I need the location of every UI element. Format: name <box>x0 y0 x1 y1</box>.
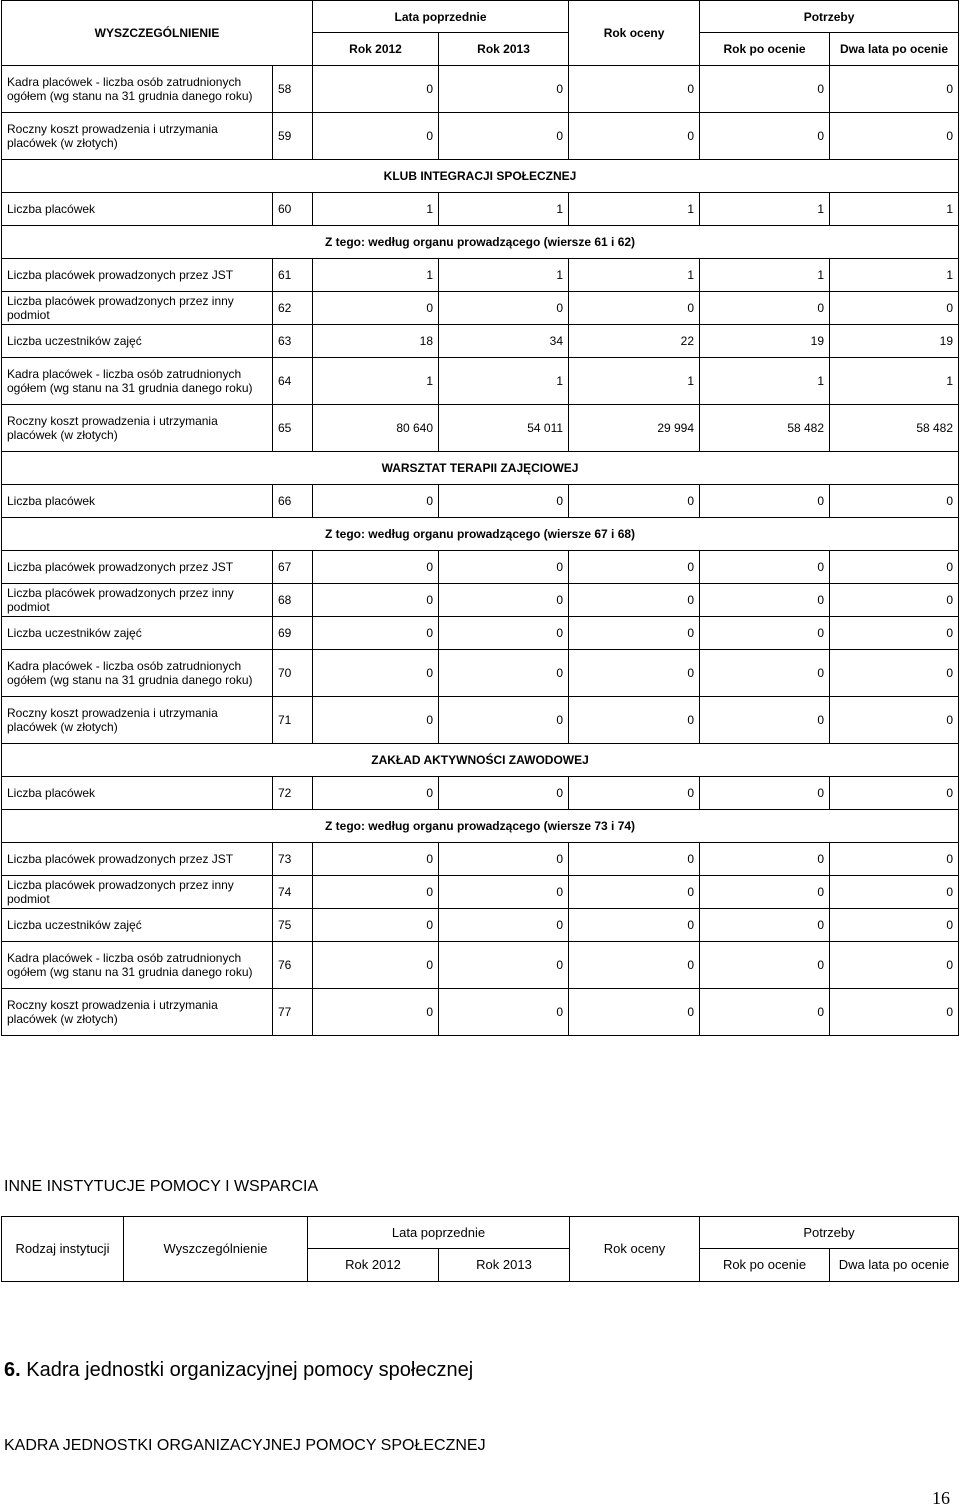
chapter-number: 6. <box>4 1359 21 1381</box>
value-year-after: 58 482 <box>700 405 830 452</box>
value-two-years-after: 0 <box>830 942 959 989</box>
value-2012: 0 <box>313 485 439 518</box>
value-2013: 0 <box>439 697 569 744</box>
table-row <box>2 843 959 876</box>
row-label: Roczny koszt prowadzenia i utrzymania placówek (w złotych) <box>2 989 273 1036</box>
value-two-years-after: 0 <box>830 909 959 942</box>
table-row <box>2 942 959 989</box>
value-2013: 1 <box>439 193 569 226</box>
section-title: Z tego: według organu prowadzącego (wiersze 73 i 74) <box>2 810 959 843</box>
section-title: WARSZTAT TERAPII ZAJĘCIOWEJ <box>2 452 959 485</box>
row-code: 58 <box>273 66 313 113</box>
value-2012: 80 640 <box>313 405 439 452</box>
value-two-years-after: 0 <box>830 989 959 1036</box>
table-row <box>2 909 959 942</box>
section-row <box>2 226 959 259</box>
main-table <box>1 0 959 1036</box>
value-two-years-after: 1 <box>830 358 959 405</box>
row-label: Roczny koszt prowadzenia i utrzymania placówek (w złotych) <box>2 405 273 452</box>
row-code: 70 <box>273 650 313 697</box>
value-evaluation-year: 1 <box>569 358 700 405</box>
header-description: Wyszczególnienie <box>124 1217 308 1282</box>
value-evaluation-year: 0 <box>569 989 700 1036</box>
row-label: Liczba placówek prowadzonych przez inny podmiot <box>2 292 273 325</box>
value-year-after: 0 <box>700 697 830 744</box>
row-code: 63 <box>273 325 313 358</box>
header-evaluation-year: Rok oceny <box>569 1 700 66</box>
row-label: Kadra placówek - liczba osób zatrudnionych ogółem (wg stanu na 31 grudnia danego roku) <box>2 358 273 405</box>
header-year-2013: Rok 2013 <box>439 33 569 66</box>
row-code: 68 <box>273 584 313 617</box>
value-year-after: 0 <box>700 617 830 650</box>
header-description: WYSZCZEGÓLNIENIE <box>2 1 313 66</box>
value-2012: 1 <box>313 358 439 405</box>
value-year-after: 0 <box>700 876 830 909</box>
section-title: Z tego: według organu prowadzącego (wiersze 61 i 62) <box>2 226 959 259</box>
table-row <box>2 777 959 810</box>
value-2012: 0 <box>313 617 439 650</box>
value-evaluation-year: 29 994 <box>569 405 700 452</box>
header-two-years-after: Dwa lata po ocenie <box>830 1249 959 1282</box>
value-2013: 0 <box>439 942 569 989</box>
value-evaluation-year: 0 <box>569 113 700 160</box>
value-evaluation-year: 1 <box>569 259 700 292</box>
row-code: 61 <box>273 259 313 292</box>
value-year-after: 0 <box>700 777 830 810</box>
value-2012: 0 <box>313 777 439 810</box>
value-two-years-after: 0 <box>830 485 959 518</box>
header-past-years: Lata poprzednie <box>308 1217 570 1249</box>
value-two-years-after: 58 482 <box>830 405 959 452</box>
header-needs: Potrzeby <box>700 1217 959 1249</box>
value-year-after: 1 <box>700 193 830 226</box>
section-title: KLUB INTEGRACJI SPOŁECZNEJ <box>2 160 959 193</box>
value-2012: 0 <box>313 989 439 1036</box>
value-year-after: 1 <box>700 358 830 405</box>
value-2013: 54 011 <box>439 405 569 452</box>
value-year-after: 0 <box>700 584 830 617</box>
row-label: Liczba placówek <box>2 193 273 226</box>
value-2013: 0 <box>439 292 569 325</box>
page-number: 16 <box>932 1488 950 1508</box>
value-evaluation-year: 0 <box>569 650 700 697</box>
main-table-body <box>2 1 959 1036</box>
section-row <box>2 810 959 843</box>
row-label: Liczba placówek prowadzonych przez JST <box>2 551 273 584</box>
table-row <box>2 697 959 744</box>
value-year-after: 19 <box>700 325 830 358</box>
value-2013: 0 <box>439 876 569 909</box>
table-row <box>2 292 959 325</box>
value-evaluation-year: 0 <box>569 942 700 989</box>
value-two-years-after: 0 <box>830 584 959 617</box>
header-year-2013: Rok 2013 <box>439 1249 570 1282</box>
row-label: Liczba uczestników zajęć <box>2 909 273 942</box>
section-row <box>2 744 959 777</box>
value-year-after: 0 <box>700 843 830 876</box>
value-year-after: 0 <box>700 909 830 942</box>
row-code: 66 <box>273 485 313 518</box>
value-year-after: 0 <box>700 66 830 113</box>
institutions-header-row-1 <box>2 1217 959 1249</box>
table-row <box>2 259 959 292</box>
value-2013: 1 <box>439 358 569 405</box>
row-label: Liczba uczestników zajęć <box>2 617 273 650</box>
header-year-after: Rok po ocenie <box>700 1249 830 1282</box>
value-two-years-after: 0 <box>830 777 959 810</box>
row-label: Roczny koszt prowadzenia i utrzymania placówek (w złotych) <box>2 697 273 744</box>
header-institution-type: Rodzaj instytucji <box>2 1217 124 1282</box>
row-code: 73 <box>273 843 313 876</box>
row-code: 60 <box>273 193 313 226</box>
value-2013: 0 <box>439 650 569 697</box>
value-year-after: 0 <box>700 942 830 989</box>
row-label: Roczny koszt prowadzenia i utrzymania placówek (w złotych) <box>2 113 273 160</box>
row-label: Liczba placówek prowadzonych przez JST <box>2 843 273 876</box>
value-2012: 18 <box>313 325 439 358</box>
value-2012: 0 <box>313 584 439 617</box>
value-2013: 0 <box>439 989 569 1036</box>
value-evaluation-year: 1 <box>569 193 700 226</box>
value-two-years-after: 1 <box>830 193 959 226</box>
section-title: Z tego: według organu prowadzącego (wiersze 67 i 68) <box>2 518 959 551</box>
row-code: 71 <box>273 697 313 744</box>
value-year-after: 0 <box>700 989 830 1036</box>
value-year-after: 0 <box>700 551 830 584</box>
value-two-years-after: 1 <box>830 259 959 292</box>
value-2012: 1 <box>313 193 439 226</box>
row-code: 77 <box>273 989 313 1036</box>
value-evaluation-year: 22 <box>569 325 700 358</box>
row-code: 62 <box>273 292 313 325</box>
header-evaluation-year: Rok oceny <box>570 1217 700 1282</box>
table-row <box>2 989 959 1036</box>
value-evaluation-year: 0 <box>569 551 700 584</box>
institutions-heading: INNE INSTYTUCJE POMOCY I WSPARCIA <box>4 1178 319 1195</box>
institutions-table <box>1 1216 959 1282</box>
header-year-2012: Rok 2012 <box>313 33 439 66</box>
row-label: Liczba placówek prowadzonych przez inny podmiot <box>2 584 273 617</box>
header-needs: Potrzeby <box>700 1 959 33</box>
value-two-years-after: 0 <box>830 551 959 584</box>
table-row <box>2 405 959 452</box>
value-2012: 0 <box>313 551 439 584</box>
row-code: 59 <box>273 113 313 160</box>
chapter-title: Kadra jednostki organizacyjnej pomocy społecznej <box>26 1359 474 1381</box>
table-row <box>2 358 959 405</box>
row-label: Liczba placówek prowadzonych przez JST <box>2 259 273 292</box>
value-2013: 1 <box>439 259 569 292</box>
value-evaluation-year: 0 <box>569 909 700 942</box>
value-2012: 0 <box>313 292 439 325</box>
value-two-years-after: 0 <box>830 113 959 160</box>
value-year-after: 0 <box>700 650 830 697</box>
value-year-after: 0 <box>700 113 830 160</box>
header-year-after: Rok po ocenie <box>700 33 830 66</box>
value-2013: 0 <box>439 843 569 876</box>
value-2013: 0 <box>439 66 569 113</box>
row-code: 67 <box>273 551 313 584</box>
value-evaluation-year: 0 <box>569 66 700 113</box>
value-2012: 0 <box>313 942 439 989</box>
value-2012: 0 <box>313 66 439 113</box>
table-row <box>2 485 959 518</box>
value-two-years-after: 0 <box>830 617 959 650</box>
table-row <box>2 113 959 160</box>
staff-heading: KADRA JEDNOSTKI ORGANIZACYJNEJ POMOCY SPOŁECZNEJ <box>4 1437 486 1454</box>
row-code: 69 <box>273 617 313 650</box>
table-row <box>2 551 959 584</box>
value-two-years-after: 0 <box>830 876 959 909</box>
value-2013: 34 <box>439 325 569 358</box>
table-row <box>2 650 959 697</box>
value-2012: 0 <box>313 113 439 160</box>
value-evaluation-year: 0 <box>569 876 700 909</box>
section-title: ZAKŁAD AKTYWNOŚCI ZAWODOWEJ <box>2 744 959 777</box>
value-2012: 0 <box>313 697 439 744</box>
value-evaluation-year: 0 <box>569 617 700 650</box>
row-label: Liczba placówek <box>2 777 273 810</box>
value-evaluation-year: 0 <box>569 485 700 518</box>
value-2013: 0 <box>439 551 569 584</box>
value-2012: 0 <box>313 909 439 942</box>
value-2013: 0 <box>439 584 569 617</box>
value-evaluation-year: 0 <box>569 843 700 876</box>
value-two-years-after: 19 <box>830 325 959 358</box>
value-2012: 0 <box>313 843 439 876</box>
value-2012: 0 <box>313 650 439 697</box>
value-two-years-after: 0 <box>830 66 959 113</box>
row-label: Kadra placówek - liczba osób zatrudnionych ogółem (wg stanu na 31 grudnia danego roku) <box>2 650 273 697</box>
value-2013: 0 <box>439 777 569 810</box>
value-year-after: 0 <box>700 485 830 518</box>
row-label: Liczba placówek prowadzonych przez inny podmiot <box>2 876 273 909</box>
value-evaluation-year: 0 <box>569 584 700 617</box>
row-label: Kadra placówek - liczba osób zatrudnionych ogółem (wg stanu na 31 grudnia danego roku) <box>2 942 273 989</box>
value-2013: 0 <box>439 909 569 942</box>
row-code: 76 <box>273 942 313 989</box>
table-row <box>2 325 959 358</box>
chapter-heading <box>4 1359 473 1382</box>
table-row <box>2 193 959 226</box>
table-row <box>2 617 959 650</box>
section-row <box>2 518 959 551</box>
value-two-years-after: 0 <box>830 843 959 876</box>
table-row <box>2 584 959 617</box>
row-label: Liczba uczestników zajęć <box>2 325 273 358</box>
value-two-years-after: 0 <box>830 697 959 744</box>
value-evaluation-year: 0 <box>569 697 700 744</box>
table-row <box>2 66 959 113</box>
header-row-1 <box>2 1 959 33</box>
row-code: 74 <box>273 876 313 909</box>
row-label: Liczba placówek <box>2 485 273 518</box>
row-code: 65 <box>273 405 313 452</box>
header-two-years-after: Dwa lata po ocenie <box>830 33 959 66</box>
header-past-years: Lata poprzednie <box>313 1 569 33</box>
value-year-after: 0 <box>700 292 830 325</box>
value-2013: 0 <box>439 485 569 518</box>
value-two-years-after: 0 <box>830 650 959 697</box>
header-year-2012: Rok 2012 <box>308 1249 439 1282</box>
section-row <box>2 160 959 193</box>
value-2012: 1 <box>313 259 439 292</box>
value-year-after: 1 <box>700 259 830 292</box>
value-2013: 0 <box>439 113 569 160</box>
value-two-years-after: 0 <box>830 292 959 325</box>
value-2013: 0 <box>439 617 569 650</box>
row-code: 64 <box>273 358 313 405</box>
value-evaluation-year: 0 <box>569 292 700 325</box>
value-2012: 0 <box>313 876 439 909</box>
section-row <box>2 452 959 485</box>
row-code: 75 <box>273 909 313 942</box>
table-row <box>2 876 959 909</box>
value-evaluation-year: 0 <box>569 777 700 810</box>
row-code: 72 <box>273 777 313 810</box>
row-label: Kadra placówek - liczba osób zatrudnionych ogółem (wg stanu na 31 grudnia danego roku) <box>2 66 273 113</box>
